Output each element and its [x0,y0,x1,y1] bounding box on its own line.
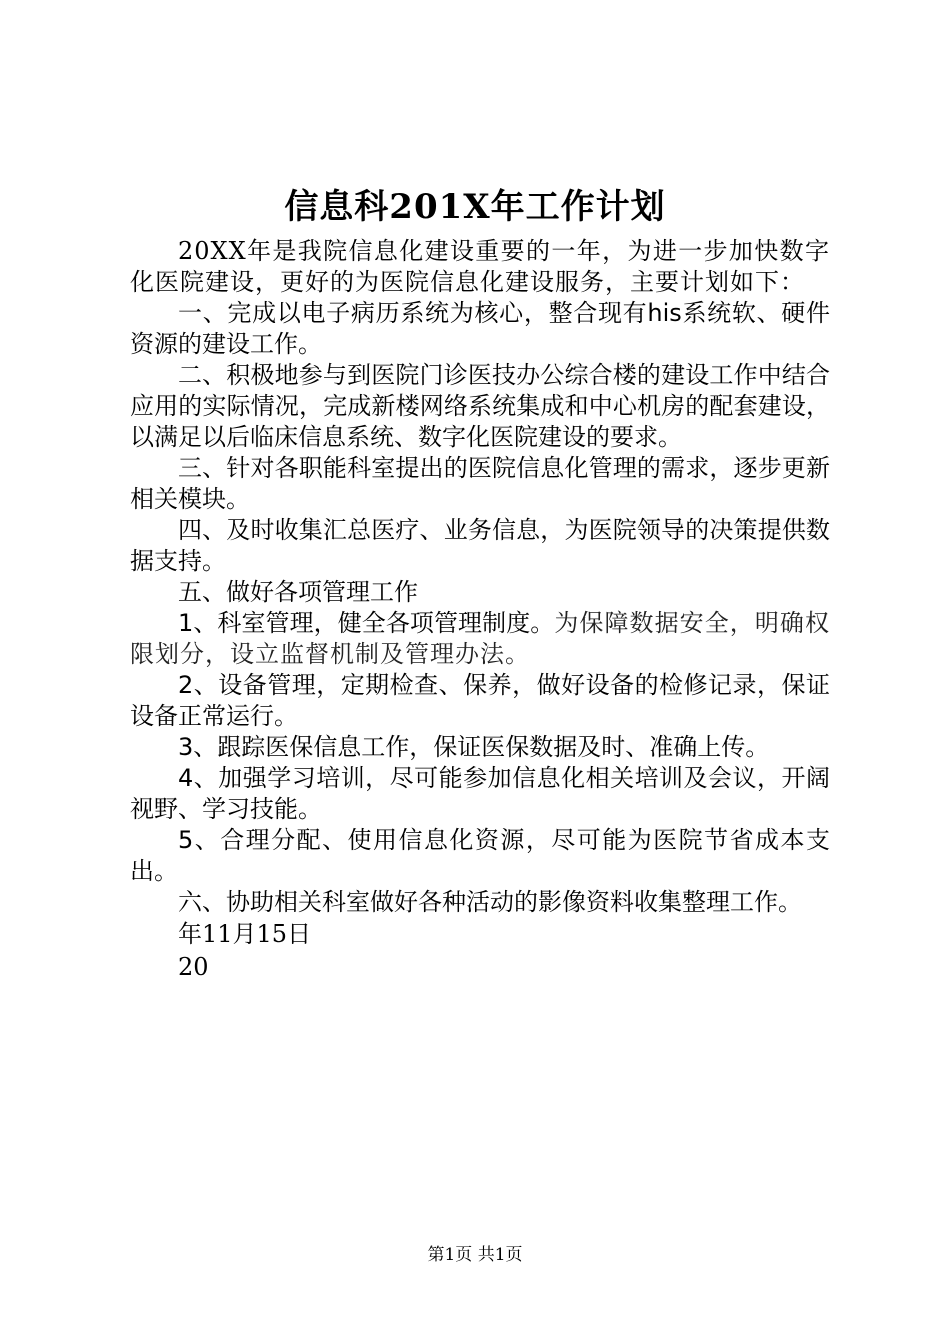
sub-item-5: 5、合理分配、使用信息化资源，尽可能为医院节省成本支出。 [130,826,830,885]
intro-paragraph: 20XX年是我院信息化建设重要的一年，为进一步加快数字化医院建设，更好的为医院信息化建设服务，主要计划如下： [130,237,830,296]
plan-item-1: 一、完成以电子病历系统为核心，整合现有his系统软、硬件资源的建设工作。 [130,299,830,358]
document-body [130,236,830,984]
plan-item-4: 四、及时收集汇总医疗、业务信息，为医院领导的决策提供数据支持。 [130,516,830,575]
plan-item-6: 六、协助相关科室做好各种活动的影像资料收集整理工作。 [178,888,802,916]
sub-item-3: 3、跟踪医保信息工作，保证医保数据及时、准确上传。 [178,733,770,761]
year-line: 20 [178,953,209,981]
sub-item-4: 4、加强学习培训，尽可能参加信息化相关培训及会议，开阔视野、学习技能。 [130,764,830,823]
sub-item-1-heading: 1、科室管理，健全各项管理制度。 [178,609,555,637]
date-line: 年11月15日 [178,920,312,948]
sub-item-1 [130,608,830,670]
sub-item-1-detail: 为保障数据安全，明确权限划分，设立监督机制及管理办法。 [130,609,830,668]
page-footer: 第1页 共1页 [427,1245,523,1265]
plan-item-2: 二、积极地参与到医院门诊医技办公综合楼的建设工作中结合应用的实际情况，完成新楼网络系统集成和中心机房的配套建设，以满足以后临床信息系统、数字化医院建设的要求。 [130,361,830,451]
plan-item-5: 五、做好各项管理工作 [178,578,418,606]
plan-item-3: 三、针对各职能科室提出的医院信息化管理的需求，逐步更新相关模块。 [130,454,830,513]
sub-item-2: 2、设备管理，定期检查、保养，做好设备的检修记录，保证设备正常运行。 [130,671,830,730]
document-title: 信息科201X年工作计划 [284,187,666,227]
